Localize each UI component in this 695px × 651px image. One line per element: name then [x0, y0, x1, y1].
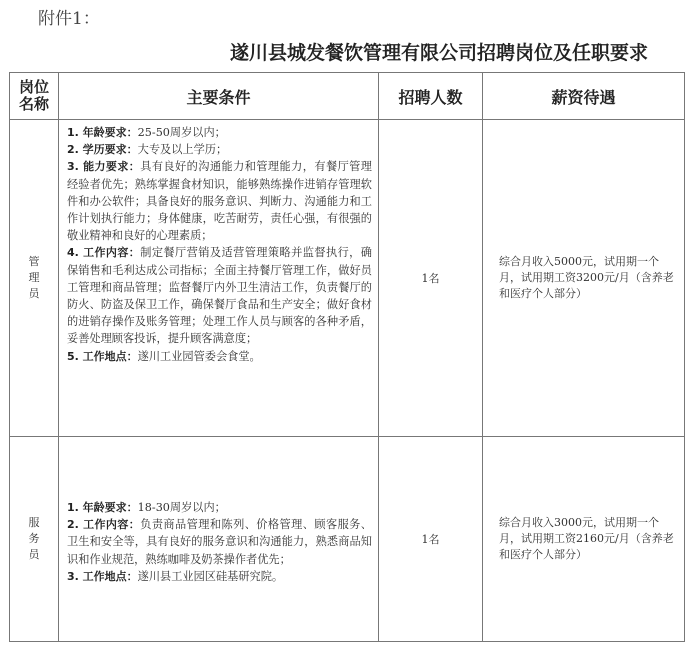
position-cell: [10, 120, 59, 437]
condition-item: 3. 工作地点：遂川县工业园区硅基研究院。: [67, 569, 284, 583]
condition-item: 2. 学历要求：大专及以上学历；: [67, 143, 228, 157]
header-count: 招聘人数: [379, 73, 483, 120]
recruitment-table: [9, 72, 685, 642]
salary-cell: 综合月收入5000元，试用期一个月，试用期工资3200元/月（含养老和医疗个人部分）: [483, 120, 685, 437]
header-position-line1: 岗位: [18, 78, 49, 96]
salary-cell: 综合月收入3000元，试用期一个月，试用期工资2160元/月（含养老和医疗个人部分）: [483, 437, 685, 642]
condition-item: 1. 年龄要求：25-50周岁以内；: [67, 126, 226, 139]
condition-item: 5. 工作地点：遂川工业园管委会食堂。: [67, 349, 261, 363]
conditions-cell: [59, 120, 379, 437]
condition-item: 4. 工作内容：制定餐厅营销及适营管理策略并监督执行，确保销售和毛利达成公司指标；全面主持餐厅管理工作，做好员工管理和商品管理；监督餐厅内外卫生清洁工作，负责餐厅的防火、防盗及保卫工作，确保餐厅食品和生产安全；做好食材的进销存操作及账务管理；处理工作人员与顾客的各种矛盾，妥善处理顾客投诉，提升顾客满意度；: [67, 246, 372, 346]
position-cell: [10, 437, 59, 642]
header-position: [10, 73, 59, 120]
header-position-line2: 名称: [18, 95, 49, 113]
conditions-cell: [59, 437, 379, 642]
header-salary: 薪资待遇: [483, 73, 685, 120]
page-title: 遂川县城发餐饮管理有限公司招聘岗位及任职要求: [230, 42, 649, 64]
attachment-label: 附件1：: [38, 9, 100, 29]
position-name: 服务员: [28, 516, 40, 561]
table-header-row: [10, 73, 685, 120]
table-row: [10, 120, 685, 437]
condition-item: 1. 年龄要求：18-30周岁以内；: [67, 500, 226, 514]
header-conditions: 主要条件: [59, 73, 379, 120]
condition-item: 2. 工作内容：负责商品管理和陈列、价格管理、顾客服务、卫生和安全等，具有良好的服务意识和沟通能力，熟悉商品知识和作业规范，熟练咖啡及奶茶操作者优先；: [67, 518, 372, 566]
table-row: [10, 437, 685, 642]
count-cell: 1名: [379, 120, 483, 437]
position-name: 管理员: [28, 255, 40, 300]
condition-item: 3. 能力要求：具有良好的沟通能力和管理能力，有餐厅管理经验者优先；熟练掌握食材知识，能够熟练操作进销存管理软件和办公软件；具备良好的服务意识、判断力、沟通能力和工作计划执行能力；身体健康，吃苦耐劳，责任心强，有很强的敬业精神和良好的心理素质；: [67, 160, 372, 243]
count-cell: 1名: [379, 437, 483, 642]
